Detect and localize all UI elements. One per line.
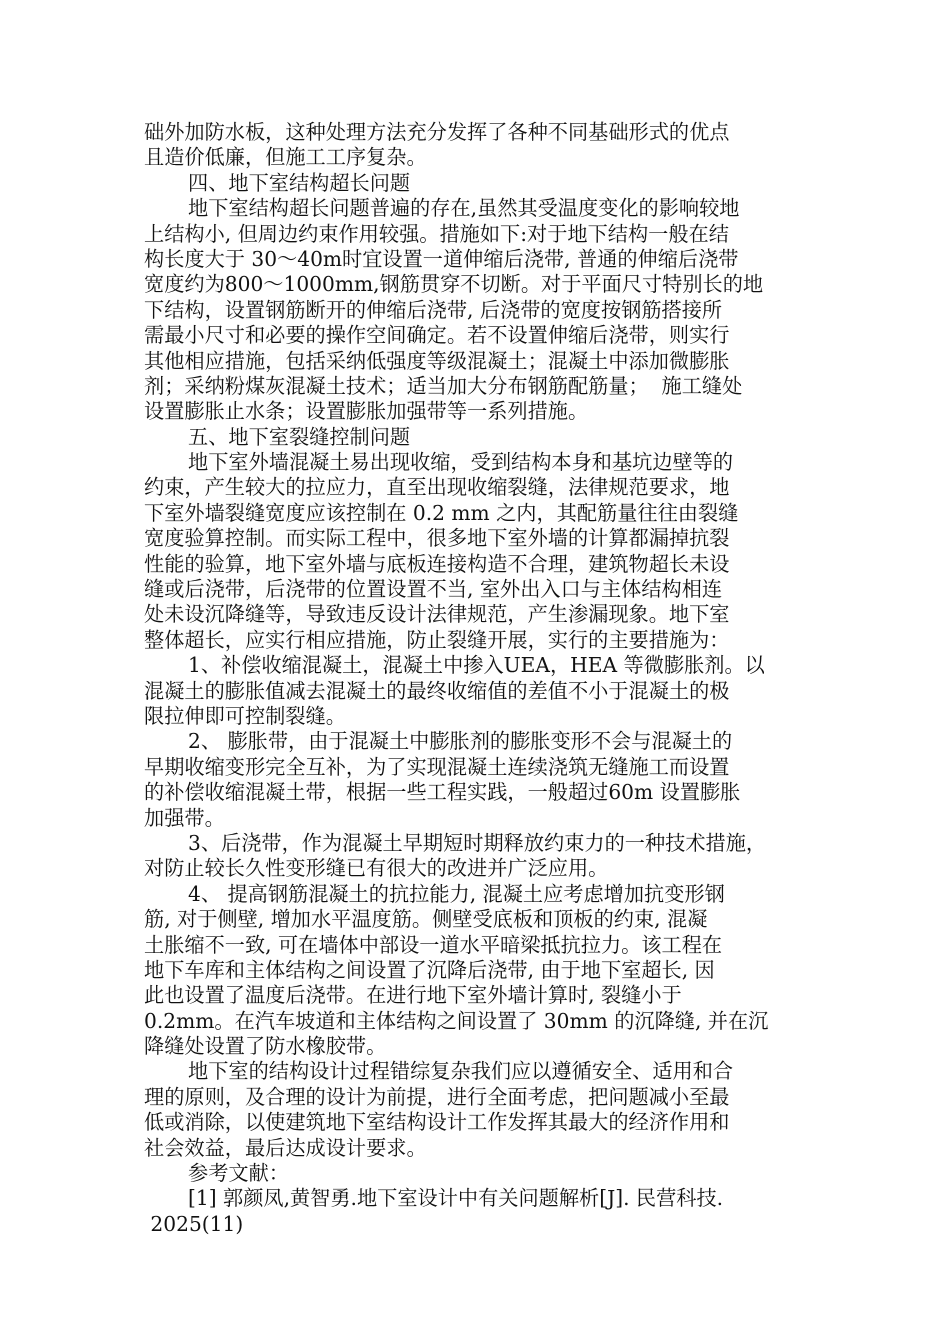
list-item: 1、补偿收缩混凝土，混凝土中掺入UEA，HEA 等微膨胀剂。以 [188,653,765,678]
text-line: 对防止较长久性变形缝已有很大的改进并广泛应用。 [144,856,609,881]
text-line: 地下车库和主体结构之间设置了沉降后浇带, 由于地下室超长, 因 [144,957,715,982]
text-line: 缝或后浇带，后浇带的位置设置不当, 室外出入口与主体结构相连 [144,577,723,602]
text-line: 社会效益，最后达成设计要求。 [144,1135,427,1160]
text-line: 础外加防水板，这种处理方法充分发挥了各种不同基础形式的优点 [144,120,730,144]
document-body [144,120,810,1237]
text-line: 的补偿收缩混凝土带，根据一些工程实践，一般超过60m 设置膨胀 [144,780,741,805]
text-line: 构长度大于 30～40m时宜设置一道伸缩后浇带, 普通的伸缩后浇带 [144,246,739,271]
list-item: 2、 膨胀带，由于混凝土中膨胀剂的膨胀变形不会与混凝土的 [188,729,733,754]
text-line: 地下室外墙混凝土易出现收缩，受到结构本身和基坑边壁等的 [188,450,734,475]
section-heading: 五、地下室裂缝控制问题 [188,424,411,449]
text-line: 此也设置了温度后浇带。在进行地下室外墙计算时, 裂缝小于 [144,983,682,1008]
text-line: 0.2mm。在汽车坡道和主体结构之间设置了 30mm 的沉降缝, 并在沉 [144,1008,769,1033]
text-line: 地下室的结构设计过程错综复杂我们应以遵循安全、适用和合 [188,1059,734,1084]
text-line: 宽度验算控制。而实际工程中，很多地下室外墙的计算都漏掉抗裂 [144,526,730,551]
text-line: 早期收缩变形完全互补，为了实现混凝土连续浇筑无缝施工而设置 [144,754,730,779]
text-line: 剂；采纳粉煤灰混凝土技术；适当加大分布钢筋配筋量； 施工缝处 [144,373,743,398]
text-line: 性能的验算，地下室外墙与底板连接构造不合理，建筑物超长未设 [144,551,730,576]
text-line: 约束，产生较大的拉应力，直至出现收缩裂缝，法律规范要求，地 [144,475,730,500]
text-line: 下结构，设置钢筋断开的伸缩后浇带, 后浇带的宽度按钢筋搭接所 [144,297,723,322]
text-line: 加强带。 [144,805,225,830]
text-line: 处未设沉降缝等，导致违反设计法律规范，产生渗漏现象。地下室 [144,602,730,627]
text-line: 土胀缩不一致, 可在墙体中部设一道水平暗梁抵抗拉力。该工程在 [144,932,723,957]
text-line: 筋, 对于侧壁, 增加水平温度筋。侧壁受底板和顶板的约束, 混凝 [144,907,708,932]
list-item: 3、后浇带，作为混凝土早期短时期释放约束力的一种技术措施， [188,830,767,855]
text-line: 混凝土的膨胀值减去混凝土的最终收缩值的差值不小于混凝土的极 [144,678,730,703]
reference-item: 2025(11) [144,1211,244,1236]
text-line: 降缝处设置了防水橡胶带。 [144,1034,387,1059]
text-line: 上结构小, 但周边约束作用较强。措施如下:对于地下结构一般在结 [144,221,729,246]
reference-item: [1] 郭颜凤,黄智勇.地下室设计中有关问题解析[J]. 民营科技. [188,1186,724,1211]
text-line: 下室外墙裂缝宽度应该控制在 0.2 mm 之内，其配筋量往往由裂缝 [144,500,739,525]
list-item: 4、 提高钢筋混凝土的抗拉能力, 混凝土应考虑增加抗变形钢 [188,881,725,906]
text-line: 限拉伸即可控制裂缝。 [144,703,346,728]
section-heading: 四、地下室结构超长问题 [188,170,411,195]
text-line: 其他相应措施，包括采纳低强度等级混凝土；混凝土中添加微膨胀 [144,348,730,373]
text-line: 且造价低廉，但施工工序复杂。 [144,145,427,170]
text-line: 理的原则，及合理的设计为前提，进行全面考虑，把问题减小至最 [144,1084,730,1109]
text-line: 整体超长，应实行相应措施，防止裂缝开展，实行的主要措施为： [144,627,730,652]
text-line: 低或消除，以使建筑地下室结构设计工作发挥其最大的经济作用和 [144,1110,730,1135]
text-line: 需最小尺寸和必要的操作空间确定。若不设置伸缩后浇带，则实行 [144,323,730,348]
text-line: 宽度约为800～1000mm,钢筋贯穿不切断。对于平面尺寸特别长的地 [144,272,764,297]
text-line: 设置膨胀止水条；设置膨胀加强带等一系列措施。 [144,399,589,424]
text-line: 地下室结构超长问题普遍的存在,虽然其受温度变化的影响较地 [188,196,740,221]
references-heading: 参考文献： [188,1161,289,1186]
